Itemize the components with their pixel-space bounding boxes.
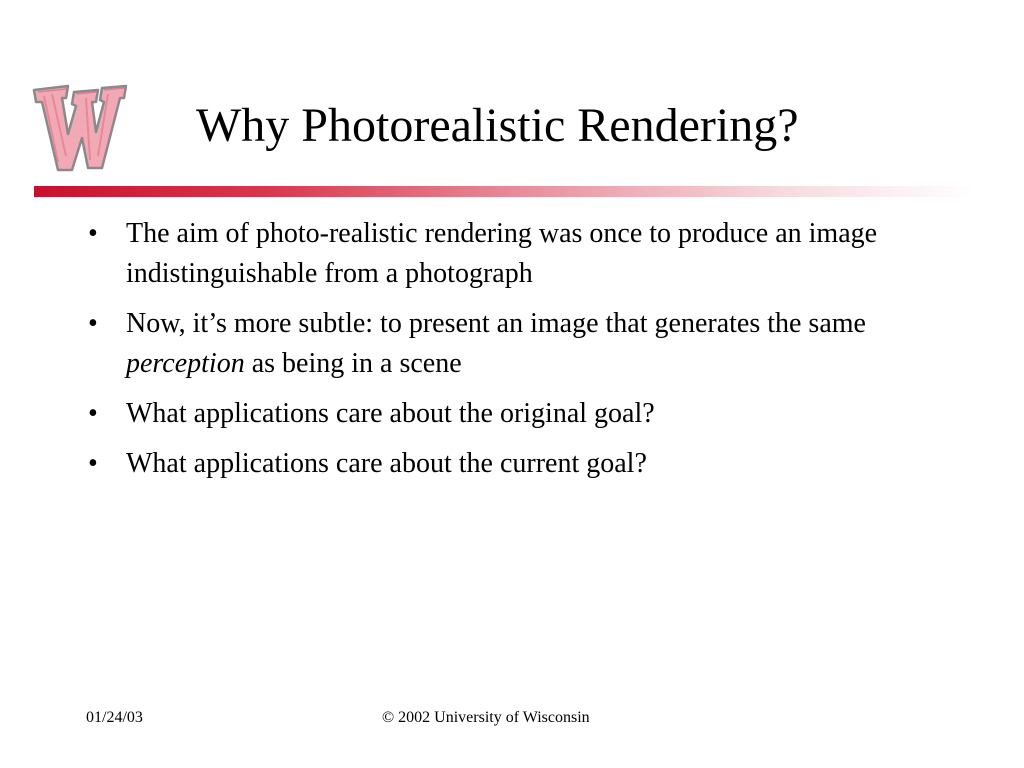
bullet-text: What applications care about the original goal? — [126, 398, 655, 429]
slide-title: Why Photorealistic Rendering? — [196, 99, 799, 152]
footer-copyright: © 2002 University of Wisconsin — [382, 709, 590, 726]
bullet-marker: • — [88, 218, 98, 249]
bullet-list — [88, 214, 968, 494]
bullet-text: The aim of photo-realistic rendering was once to produce an image indistinguishable from a photograph — [126, 218, 878, 289]
bullet-marker: • — [88, 308, 98, 339]
bullet-marker: • — [88, 398, 98, 429]
wisconsin-w-logo-icon — [28, 76, 132, 176]
bullet-text: What applications care about the current goal? — [126, 448, 647, 479]
bullet-marker: • — [88, 448, 98, 479]
bullet-item — [88, 304, 968, 384]
bullet-text-before: Now, it’s more subtle: to present an image that generates the same — [126, 308, 866, 339]
title-divider — [34, 186, 974, 197]
bullet-item — [88, 444, 968, 484]
bullet-text-after: as being in a scene — [244, 348, 462, 379]
bullet-text-emphasis: perception — [126, 348, 245, 379]
bullet-item — [88, 394, 968, 434]
bullet-item — [88, 214, 968, 294]
footer-date: 01/24/03 — [86, 709, 143, 726]
